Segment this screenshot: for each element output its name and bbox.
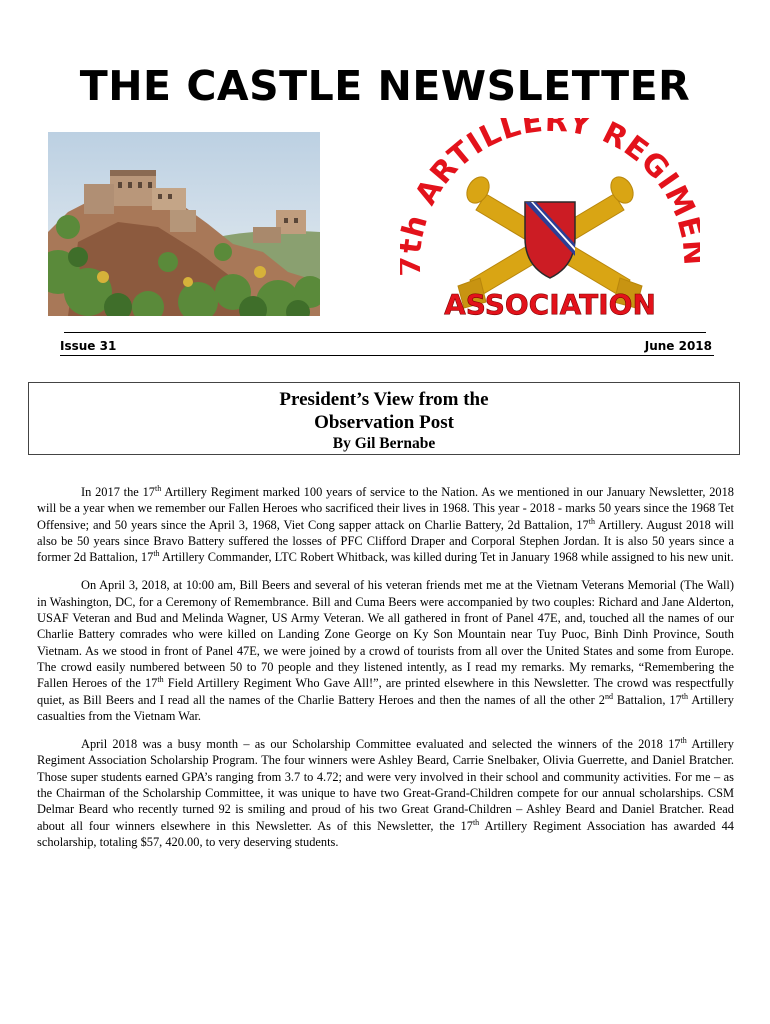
- logo-association-text: ASSOCIATION: [444, 288, 656, 321]
- article-byline: By Gil Bernabe: [332, 435, 436, 452]
- article-paragraph-1: In 2017 the 17th Artillery Regiment marked 100 years of service to the Nation. As we mentioned in our January Newsletter, 2018 will be a year when we remember our Fallen Heroes who sacrificed their lives in 1968. This year - 2018 - marks 50 years since the 1968 Tet Offensive; and 50 years since the April 3, 1968, Viet Cong sapper attack on Charlie Battery, 2d Battalion, 17th Artillery. August 2018 will also be 50 years since Bravo Battery suffered the losses of PFC Clifford Draper and Corporal Stephen Jordan. It is also 50 years since a former 2d Battalion, 17th Artillery Commander, LTC Robert Whitback, was killed during Tet in January 1968 while assigned to his new unit.: [37, 484, 734, 565]
- logo-arc-text: ARTILLERY REGIM: [408, 118, 700, 224]
- newsletter-title: THE CASTLE NEWSLETTER: [79, 62, 691, 110]
- article-paragraph-2: On April 3, 2018, at 10:00 am, Bill Beers and several of his veteran friends met me at the Vietnam Veterans Memorial (The Wall) in Washington, DC, for a Ceremony of Remembrance. Bill and Cuma Beers were accompanied by two couples: Richard and Jane Alderton, USAF Veteran and Bud and Melinda Wagner, US Army Veteran. We all gathered in front of Panel 47E, and, touched all the names of our Charlie Battery comrades who were killed on Landing Zone George on Ky Son Mountain near Tuy Puoc, Binh Dinh Province, South Vietnam. As we stood in front of Panel 47E, we were joined by a crowd of tourists from all over the United States and some from Europe. The crowd easily numbered between 50 to 70 people and they listened intently, as I read my remarks. My remarks, “Remembering the Fallen Heroes of the 17th Field Artillery Regiment Who Gave All!”, are printed elsewhere in this Newsletter. The crowd was respectfully quiet, as Bill Beers and I read all the names of the Charlie Battery Heroes and then the names of all the other 2nd Battalion, 17th Artillery casualties from the Vietnam War.: [37, 578, 735, 723]
- regiment-association-logo: [400, 118, 700, 323]
- issue-bar: [60, 339, 714, 356]
- article-paragraph-3: April 2018 was a busy month – as our Scholarship Committee evaluated and selected the winners of the 2018 17th Artillery Regiment Association Scholarship Program. The four winners were Ashley Beard, Carrie Snelbaker, Olivia Guerrette, and Daniel Bratcher. Those super students earned GPA’s ranging from 3.7 to 4.72; and were very involved in their school and community activities. For me – as the Chairman of the Scholarship Committee, it was unique to have two Great-Grand-Children compete for our annual scholarships. CSM Delmar Beard who recently turned 92 is smiling and proud of his two Great Grand-Children – Ashley Beard and Daniel Bratcher. Read about all four winners elsewhere in this Newsletter. As of this Newsletter, the 17th Artillery Regiment Association has awarded 44 scholarship, totaling $57, 420.00, to very deserving students.: [37, 736, 734, 849]
- castle-photo: [48, 132, 320, 316]
- article-heading-line1: President’s View from the: [279, 389, 489, 410]
- article-body: [37, 484, 734, 862]
- masthead-divider: [64, 332, 706, 333]
- issue-date: June 2018: [644, 339, 712, 353]
- article-heading-line2: Observation Post: [314, 412, 454, 433]
- issue-number: Issue 31: [60, 339, 117, 353]
- article-title-box: [28, 382, 740, 455]
